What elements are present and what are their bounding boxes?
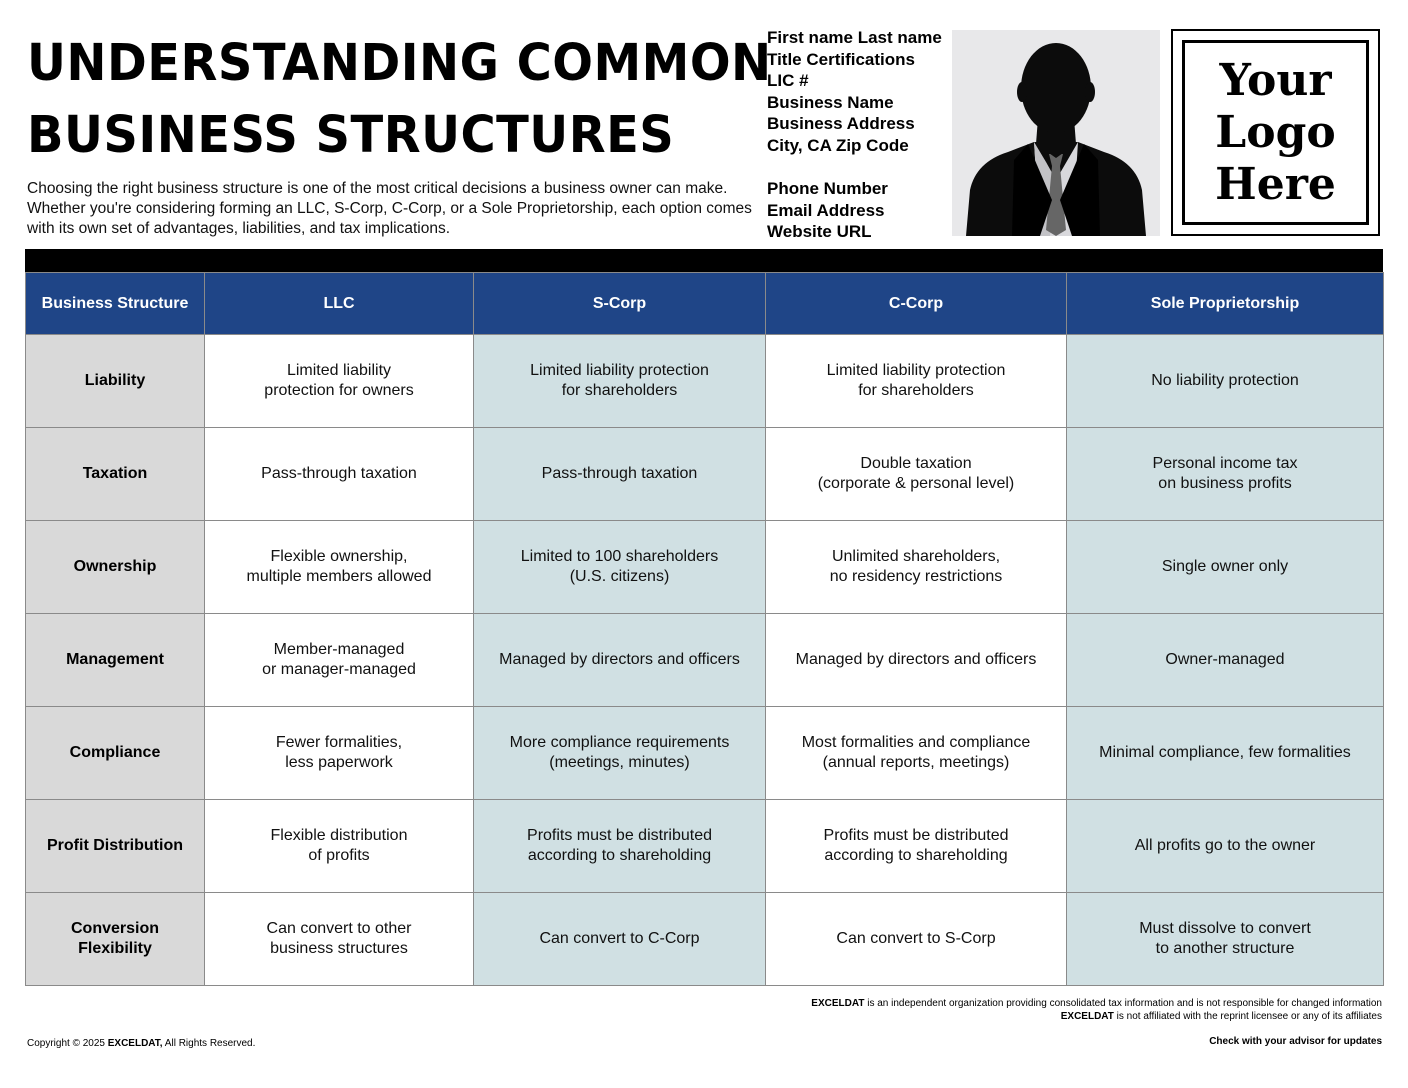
contact-title: Title Certifications bbox=[767, 49, 915, 69]
header-sole-proprietorship: Sole Proprietorship bbox=[1067, 273, 1384, 335]
table-cell: Can convert to other business structures bbox=[205, 893, 474, 986]
table-cell: Limited to 100 shareholders (U.S. citizens) bbox=[474, 521, 766, 614]
logo-inner-frame bbox=[1182, 40, 1369, 225]
contact-city: City, CA Zip Code bbox=[767, 135, 909, 155]
table-row bbox=[26, 428, 1384, 521]
intro-paragraph: Choosing the right business structure is one of the most critical decisions a business owner can make. Whether you're considering forming an LLC, S-Corp, C-Corp, or a Sole Proprietorship, each option comes with its own set of advantages, liabilities, and tax implications. bbox=[27, 180, 752, 237]
copyright bbox=[27, 1038, 255, 1049]
disclaimer bbox=[811, 997, 1382, 1023]
table-cell: Managed by directors and officers bbox=[474, 614, 766, 707]
table-cell: Minimal compliance, few formalities bbox=[1067, 707, 1384, 800]
table-cell: Profits must be distributed according to shareholding bbox=[474, 800, 766, 893]
table-cell: Most formalities and compliance (annual reports, meetings) bbox=[766, 707, 1067, 800]
row-label: Ownership bbox=[26, 521, 205, 614]
table-row bbox=[26, 614, 1384, 707]
table-row bbox=[26, 707, 1384, 800]
table-row bbox=[26, 521, 1384, 614]
contact-business-name: Business Name bbox=[767, 92, 894, 112]
header-business-structure: Business Structure bbox=[26, 273, 205, 335]
brand-name: EXCELDAT bbox=[1060, 1011, 1114, 1022]
table-cell: Limited liability protection for owners bbox=[205, 335, 474, 428]
brand-name: EXCELDAT bbox=[811, 998, 865, 1009]
contact-spacer bbox=[767, 157, 957, 179]
table-cell: Unlimited shareholders, no residency restrictions bbox=[766, 521, 1067, 614]
contact-business-address: Business Address bbox=[767, 114, 915, 134]
disclaimer-text-2: is not affiliated with the reprint licensee or any of its affiliates bbox=[1113, 1011, 1382, 1022]
title-line-2: BUSINESS STRUCTURES bbox=[27, 106, 675, 165]
contact-name: First name Last name bbox=[767, 28, 942, 47]
advisor-note: Check with your advisor for updates bbox=[1209, 1036, 1382, 1047]
table-row bbox=[26, 335, 1384, 428]
table-cell: More compliance requirements (meetings, minutes) bbox=[474, 707, 766, 800]
contact-email: Email Address bbox=[767, 200, 885, 220]
copyright-suffix: All Rights Reserved. bbox=[162, 1038, 256, 1049]
table-row bbox=[26, 893, 1384, 986]
contact-license: LIC # bbox=[767, 71, 809, 91]
header-llc: LLC bbox=[205, 273, 474, 335]
copyright-brand: EXCELDAT, bbox=[107, 1038, 163, 1049]
headshot-photo bbox=[952, 30, 1160, 236]
contact-phone: Phone Number bbox=[767, 179, 888, 199]
logo-placeholder bbox=[1171, 29, 1380, 236]
disclaimer-text-1: is an independent organization providing consolidated tax information and is not responsible for changed information bbox=[864, 998, 1382, 1009]
header-s-corp: S-Corp bbox=[474, 273, 766, 335]
title-line-1: UNDERSTANDING COMMON bbox=[27, 34, 772, 93]
table-cell: Pass-through taxation bbox=[205, 428, 474, 521]
table-header-row bbox=[26, 273, 1384, 335]
table-cell: Limited liability protection for shareholders bbox=[766, 335, 1067, 428]
contact-block bbox=[767, 27, 957, 243]
row-label: Conversion Flexibility bbox=[26, 893, 205, 986]
logo-text-line-1: Your bbox=[1219, 54, 1332, 106]
table-cell: Flexible ownership, multiple members allowed bbox=[205, 521, 474, 614]
page-title bbox=[27, 28, 772, 172]
row-label: Profit Distribution bbox=[26, 800, 205, 893]
table-cell: Fewer formalities, less paperwork bbox=[205, 707, 474, 800]
table-cell: Pass-through taxation bbox=[474, 428, 766, 521]
disclaimer-line-2 bbox=[811, 1010, 1382, 1023]
contact-website: Website URL bbox=[767, 222, 872, 242]
table-cell: No liability protection bbox=[1067, 335, 1384, 428]
disclaimer-line-1 bbox=[811, 997, 1382, 1010]
table-cell: Managed by directors and officers bbox=[766, 614, 1067, 707]
comparison-table bbox=[25, 272, 1384, 986]
row-label: Compliance bbox=[26, 707, 205, 800]
divider-bar bbox=[25, 249, 1383, 272]
table-cell: Must dissolve to convert to another structure bbox=[1067, 893, 1384, 986]
row-label: Management bbox=[26, 614, 205, 707]
table-row bbox=[26, 800, 1384, 893]
logo-text-line-3: Here bbox=[1215, 158, 1336, 210]
table-cell: Profits must be distributed according to shareholding bbox=[766, 800, 1067, 893]
table-cell: Owner-managed bbox=[1067, 614, 1384, 707]
table-cell: Limited liability protection for shareholders bbox=[474, 335, 766, 428]
table-cell: Member-managed or manager-managed bbox=[205, 614, 474, 707]
table-cell: Double taxation (corporate & personal level) bbox=[766, 428, 1067, 521]
copyright-prefix: Copyright © 2025 bbox=[27, 1038, 108, 1049]
table-cell: Can convert to S-Corp bbox=[766, 893, 1067, 986]
person-silhouette-icon bbox=[952, 30, 1160, 236]
table-cell: Flexible distribution of profits bbox=[205, 800, 474, 893]
table-cell: Can convert to C-Corp bbox=[474, 893, 766, 986]
table-cell: Personal income tax on business profits bbox=[1067, 428, 1384, 521]
row-label: Taxation bbox=[26, 428, 205, 521]
logo-text-line-2: Logo bbox=[1215, 106, 1336, 158]
row-label: Liability bbox=[26, 335, 205, 428]
header-c-corp: C-Corp bbox=[766, 273, 1067, 335]
table-cell: All profits go to the owner bbox=[1067, 800, 1384, 893]
table-cell: Single owner only bbox=[1067, 521, 1384, 614]
